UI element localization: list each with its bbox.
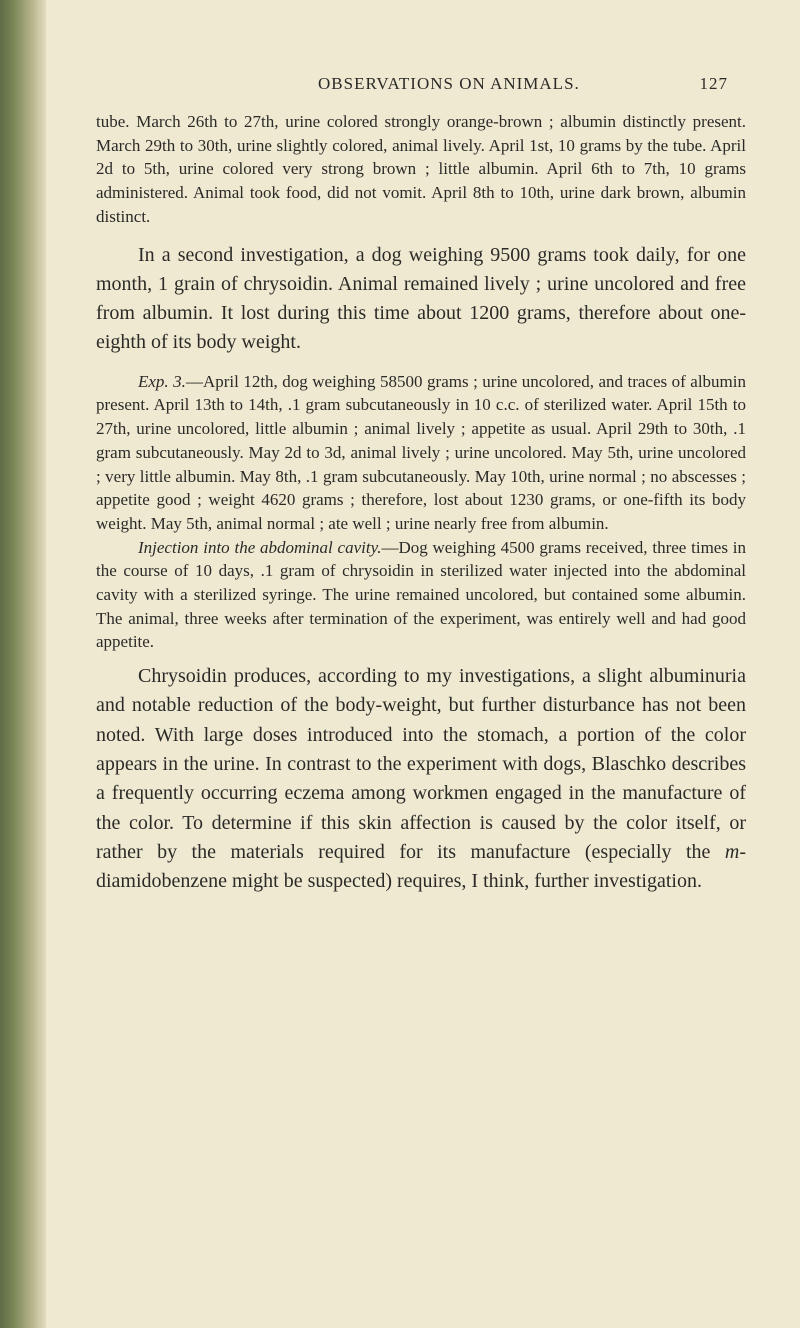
book-gutter: [0, 0, 46, 1328]
exp-3-text: —April 12th, dog weighing 58500 grams ; urine uncolored, and traces of albumin present. April 13th to 14th, .1 gram subcutaneously in 10 c.c. of sterilized water. April 15th to 27th, urine uncolored, little albumin ; animal lively ; appetite as usual. April 29th to 30th, .1 gram subcutaneously. May 2d to 3d, animal lively ; urine uncolored. May 5th, urine uncolored ; very little albumin. May 8th, .1 gram subcutaneously. May 10th, urine normal ; no abscesses ; appetite good ; weight 4620 grams ; therefore, lost about 1230 grams, or one-fifth its body weight. May 5th, animal normal ; ate well ; urine nearly free from albumin.: [96, 371, 747, 533]
conclusion-text-a: Chrysoidin produces, according to my investigations, a slight albuminuria and notable reduction of the body-weight, but further disturbance has not been noted. With large doses introduced into the stomach, a portion of the color appears in the urine. In contrast to the experiment with dogs, Blaschko describes a frequently occurring eczema among workmen engaged in the manufacture of the color. To determine if this skin affection is caused by the color itself, or rather by the materials required for its manufacture (especially the: [96, 665, 746, 863]
paragraph-second-investigation: In a second investigation, a dog weighing 9500 grams took daily, for one month, 1 grain of chrysoidin. Animal remained lively ; urine uncolored and free from albumin. It lost during this time about 1200 grams, therefore about one-eighth of its body weight.: [96, 243, 746, 354]
page-number: 127: [699, 74, 728, 93]
running-header: [318, 74, 728, 94]
paragraph-exp-3: [96, 370, 746, 536]
paragraph-continued: tube. March 26th to 27th, urine colored strongly orange-brown ; albumin distinctly present. March 29th to 30th, urine slightly colored, animal lively. April 1st, 10 grams by the tube. April 2d to 5th, urine colored very strong brown ; little albumin. April 6th to 7th, 10 grams administered. Animal took food, did not vomit. April 8th to 10th, urine dark brown, albumin distinct.: [96, 112, 746, 226]
paragraph-injection: [96, 536, 746, 655]
paragraph-chrysoidin-conclusion: [96, 662, 746, 896]
running-title: OBSERVATIONS ON ANIMALS.: [318, 74, 580, 93]
exp-3-label: Exp. 3.: [138, 371, 186, 391]
injection-label: Injection into the abdominal cavity.: [138, 537, 382, 557]
body-text: [96, 110, 746, 897]
injection-text: —Dog weighing 4500 grams received, three times in the course of 10 days, .1 gram of chrysoidin in sterilized water injected into the abdominal cavity with a sterilized syringe. The urine remained uncolored, but contained some albumin. The animal, three weeks after termination of the experiment, was entirely well and had good appetite.: [96, 537, 746, 652]
meta-prefix: m: [724, 840, 740, 863]
conclusion-text-b: -diamidobenzene might be suspected) requires, I think, further investigation.: [96, 840, 746, 893]
